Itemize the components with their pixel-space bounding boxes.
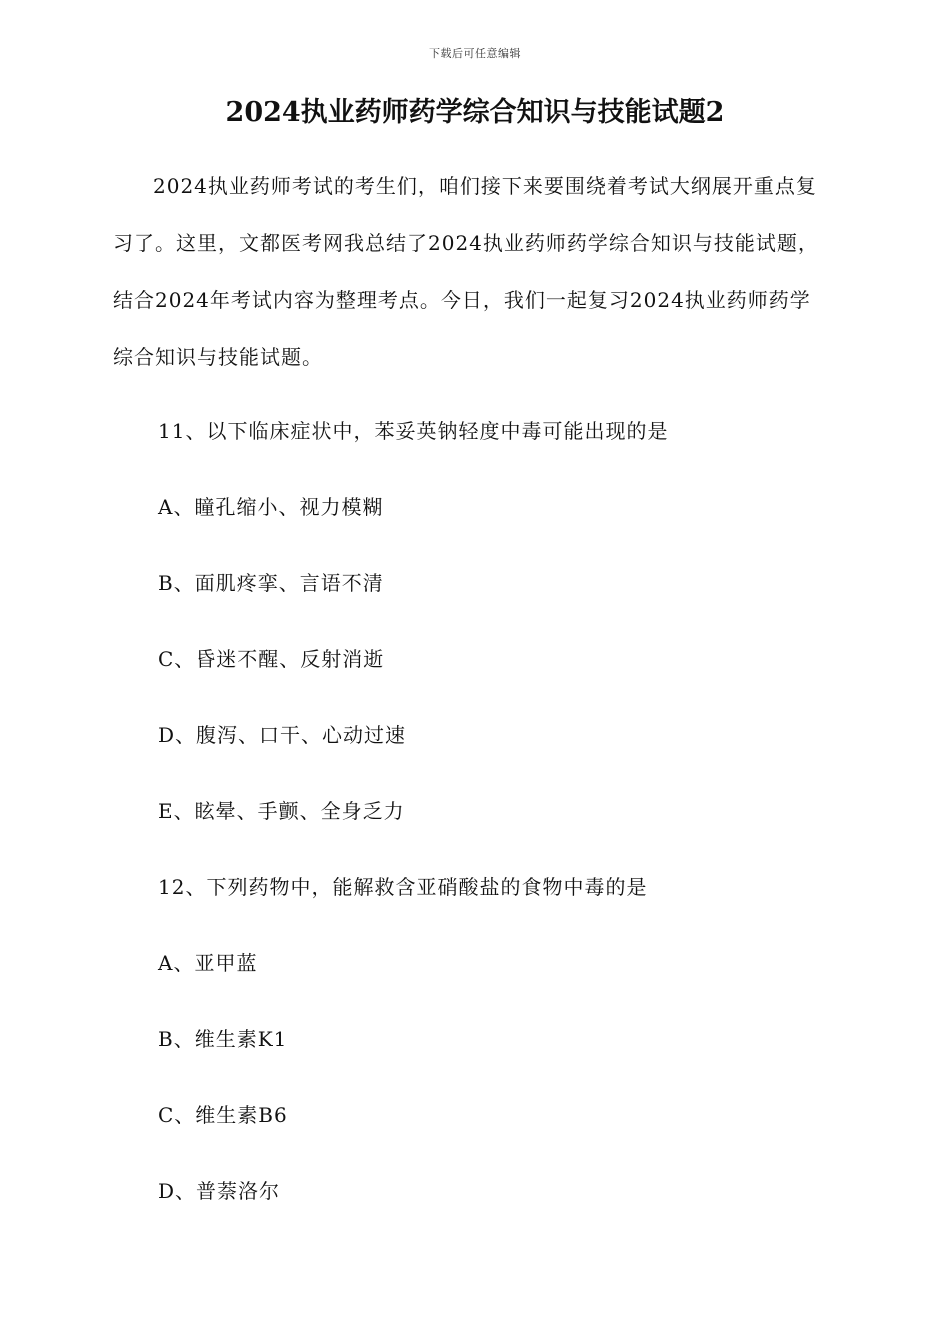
question-12-option-d: D、普萘洛尔	[158, 1179, 281, 1203]
question-11-stem: 11、以下临床症状中，苯妥英钠轻度中毒可能出现的是	[158, 419, 669, 443]
question-12-option-b: B、维生素K1	[158, 1027, 288, 1051]
intro-paragraph: 2024执业药师考试的考生们，咱们接下来要围绕着考试大纲展开重点复习了。这里，文都医考网我总结了2024执业药师药学综合知识与技能试题，结合2024年考试内容为整理考点。今日，我们一起复习2024执业药师药学综合知识与技能试题。	[113, 174, 819, 369]
document-title: 2024执业药师药学综合知识与技能试题2	[225, 97, 725, 128]
question-12-stem: 12、下列药物中，能解救含亚硝酸盐的食物中毒的是	[158, 875, 648, 899]
question-11-option-c: C、昏迷不醒、反射消逝	[158, 647, 385, 671]
question-11-option-d: D、腹泻、口干、心动过速	[158, 723, 407, 747]
question-11-option-b: B、面肌疼挛、言语不清	[158, 571, 384, 595]
question-11-option-a: A、瞳孔缩小、视力模糊	[158, 495, 384, 519]
header-note: 下载后可任意编辑	[429, 47, 521, 60]
question-11-option-e: E、眩晕、手颤、全身乏力	[158, 799, 405, 823]
question-12-option-c: C、维生素B6	[158, 1103, 288, 1127]
question-12-option-a: A、亚甲蓝	[158, 951, 258, 975]
